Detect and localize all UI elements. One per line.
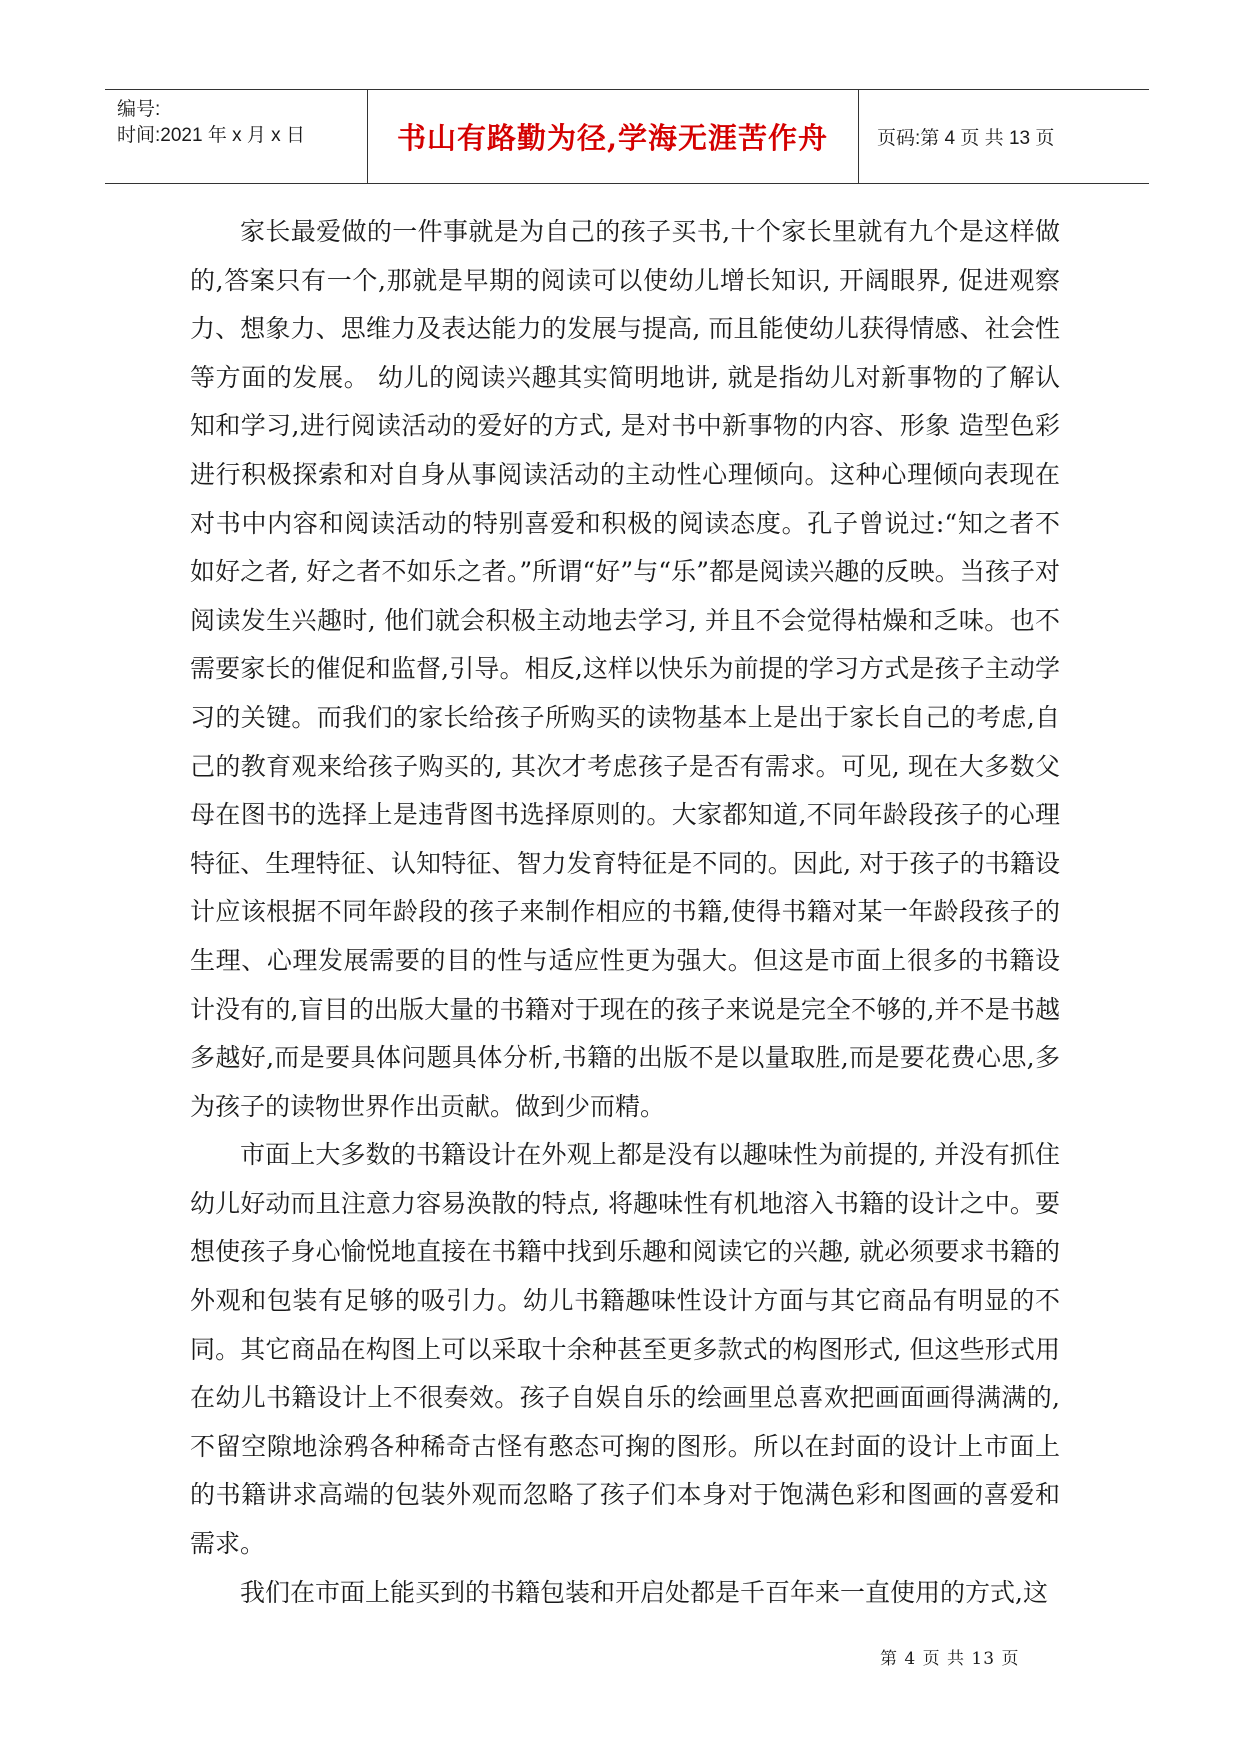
page-header bbox=[105, 89, 1149, 184]
header-motto-cell bbox=[368, 90, 857, 183]
serial-label: 编号: bbox=[117, 99, 161, 120]
page-footer: 第 4 页 共 13 页 bbox=[880, 1649, 1020, 1669]
header-motto: 书山有路勤为径,学海无涯苦作舟 bbox=[396, 121, 829, 155]
page-code-label: 页码:第 4 页 共 13 页 bbox=[877, 128, 1055, 149]
paragraph-2: 市面上大多数的书籍设计在外观上都是没有以趣味性为前提的, 并没有抓住幼儿好动而且注意力容易涣散的特点, 将趣味性有机地溶入书籍的设计之中。要想使孩子身心愉悦地直接在书籍中找到乐趣和阅读它的兴趣, 就必须要求书籍的外观和包装有足够的吸引力。幼儿书籍趣味性设计方面与其它商品有明显的不同。其它商品在构图上可以采取十余种甚至更多款式的构图形式, 但这些形式用在幼儿书籍设计上不很奏效。孩子自娱自乐的绘画里总喜欢把画面画得满满的, 不留空隙地涂鸦各种稀奇古怪有憨态可掬的图形。所以在封面的设计上市面上的书籍讲求高端的包装外观而忽略了孩子们本身对于饱满色彩和图画的喜爱和需求。 bbox=[190, 1140, 1060, 1559]
document-body bbox=[190, 208, 1060, 1617]
paragraph-3: 我们在市面上能买到的书籍包装和开启处都是千百年来一直使用的方式,这 bbox=[240, 1577, 1048, 1607]
time-label: 时间:2021 年 x 月 x 日 bbox=[117, 125, 305, 146]
header-page-cell bbox=[859, 90, 1149, 183]
paragraph-1: 家长最爱做的一件事就是为自己的孩子买书,十个家长里就有九个是这样做的,答案只有一个,那就是早期的阅读可以使幼儿增长知识, 开阔眼界, 促进观察力、想象力、思维力及表达能力的发展与提高, 而且能使幼儿获得情感、社会性等方面的发展。 幼儿的阅读兴趣其实简明地讲, 就是指幼儿对新事物的了解认知和学习,进行阅读活动的爱好的方式, 是对书中新事物的内容、形象 造型色彩进行积极探索和对自身从事阅读活动的主动性心理倾向。这种心理倾向表现在对书中内容和阅读活动的特别喜爱和积极的阅读态度。孔子曾说过:“知之者不如好之者, 好之者不如乐之者。”所谓“好”与“乐”都是阅读兴趣的反映。当孩子对阅读发生兴趣时, 他们就会积极主动地去学习, 并且不会觉得枯燥和乏味。也不需要家长的催促和监督,引导。相反,这样以快乐为前提的学习方式是孩子主动学习的关键。而我们的家长给孩子所购买的读物基本上是出于家长自己的考虑,自己的教育观来给孩子购买的, 其次才考虑孩子是否有需求。可见, 现在大多数父母在图书的选择上是违背图书选择原则的。大家都知道,不同年龄段孩子的心理特征、生理特征、认知特征、智力发育特征是不同的。因此, 对于孩子的书籍设计应该根据不同年龄段的孩子来制作相应的书籍,使得书籍对某一年龄段孩子的生理、心理发展需要的目的性与适应性更为强大。但这是市面上很多的书籍设计没有的,盲目的出版大量的书籍对于现在的孩子来说是完全不够的,并不是书越多越好,而是要具体问题具体分析,书籍的出版不是以量取胜,而是要花费心思,多为孩子的读物世界作出贡献。做到少而精。 bbox=[190, 217, 1060, 1121]
header-info-cell bbox=[105, 90, 367, 183]
